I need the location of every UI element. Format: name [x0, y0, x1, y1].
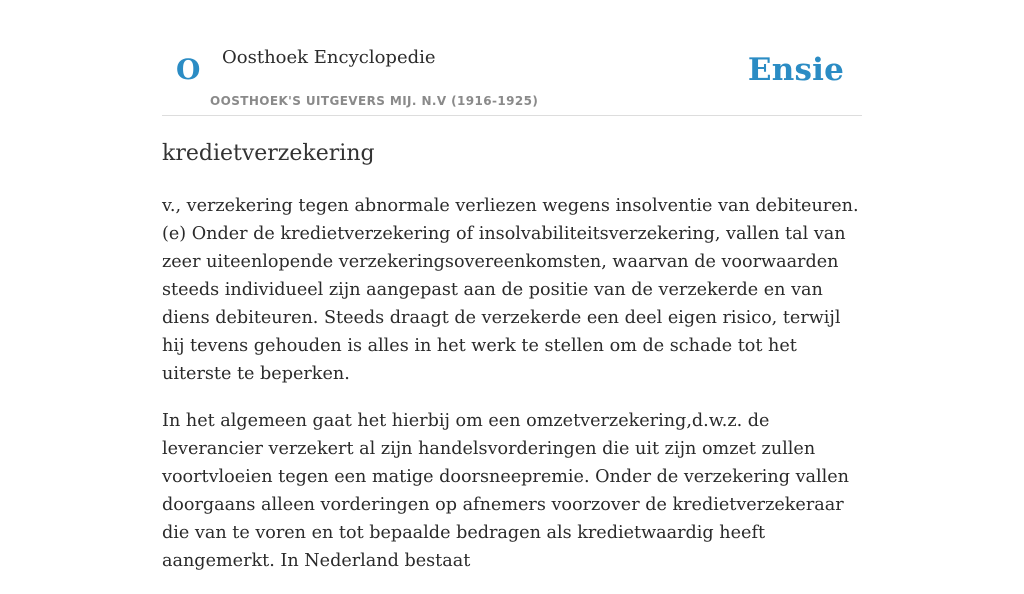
article-headword: kredietverzekering: [162, 141, 375, 166]
article-paragraph: v., verzekering tegen abnormale verliezen wegens insolventie van debiteuren. (e) Onder de kredietverzekering of insolvabiliteitsverzekering, vallen tal van zeer uiteenlopende verzekeringsovereenkomsten, waarvan de voorwaarden steeds individueel zijn aangepast aan de positie van de verzekerde en van diens debiteuren. Steeds draagt de verzekerde een deel eigen risico, terwijl hij tevens gehouden is alles in het werk te stellen om de schade tot het uiterste te beperken.: [162, 196, 859, 384]
brand-logo-link[interactable]: Ensie: [747, 52, 844, 88]
source-header: [162, 30, 862, 116]
article-body: [162, 192, 862, 594]
source-logo-icon: O: [176, 53, 201, 86]
source-title[interactable]: Oosthoek Encyclopedie: [222, 47, 436, 68]
source-subtitle: OOSTHOEK'S UITGEVERS MIJ. N.V (1916-1925): [210, 94, 539, 108]
article-paragraph: In het algemeen gaat het hierbij om een omzetverzekering,d.w.z. de leverancier verzekert al zijn handelsvorderingen die uit zijn omzet zullen voortvloeien tegen een matige doorsneepremie. Onder de verzekering vallen doorgaans alleen vorderingen op afnemers voorzover de kredietverzekeraar die van te voren en tot bepaalde bedragen als kredietwaardig heeft aangemerkt. In Nederland bestaat: [162, 411, 849, 571]
